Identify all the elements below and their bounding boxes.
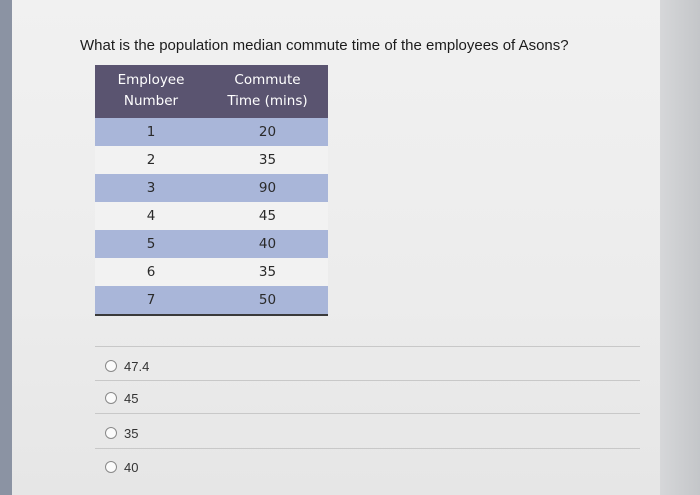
employee-number-cell: 3 [95, 174, 207, 202]
table-header-row [95, 65, 328, 118]
employee-number-cell: 5 [95, 230, 207, 258]
option-label: 47.4 [124, 358, 150, 374]
radio-button[interactable] [105, 427, 117, 439]
radio-button[interactable] [105, 360, 117, 372]
answer-option-1[interactable] [105, 357, 149, 375]
radio-button[interactable] [105, 461, 117, 473]
table-row [95, 286, 328, 315]
answer-option-2[interactable] [105, 389, 138, 407]
employee-number-cell: 2 [95, 146, 207, 174]
left-panel-edge [0, 0, 12, 495]
header-employee-line1: Employee [117, 72, 185, 88]
question-text: What is the population median commute time of the employees of Asons? [80, 37, 569, 54]
option-label: 35 [124, 425, 139, 441]
option-divider [95, 346, 640, 347]
option-divider [95, 413, 640, 414]
header-employee-number [95, 65, 207, 118]
commute-time-cell: 40 [207, 230, 328, 258]
table-row [95, 202, 328, 230]
commute-time-cell: 50 [207, 286, 328, 315]
table-row [95, 230, 328, 258]
commute-time-cell: 45 [207, 202, 328, 230]
answer-option-3[interactable] [105, 424, 138, 442]
option-divider [95, 448, 640, 449]
right-panel-edge [660, 0, 700, 495]
table-row [95, 258, 328, 286]
option-divider [95, 380, 640, 381]
radio-button[interactable] [105, 392, 117, 404]
header-commute-line2: Time (mins) [227, 93, 308, 109]
commute-table [95, 65, 328, 316]
table-row [95, 174, 328, 202]
commute-time-cell: 35 [207, 258, 328, 286]
employee-number-cell: 1 [95, 118, 207, 146]
commute-time-cell: 35 [207, 146, 328, 174]
header-commute-line1: Commute [234, 72, 301, 88]
employee-number-cell: 7 [95, 286, 207, 315]
commute-time-cell: 20 [207, 118, 328, 146]
table-row [95, 118, 328, 146]
option-label: 40 [124, 459, 139, 475]
employee-number-cell: 6 [95, 258, 207, 286]
option-label: 45 [124, 390, 139, 406]
commute-time-cell: 90 [207, 174, 328, 202]
header-commute-time [207, 65, 328, 118]
header-employee-line2: Number [123, 93, 179, 109]
table-row [95, 146, 328, 174]
employee-number-cell: 4 [95, 202, 207, 230]
answer-option-4[interactable] [105, 458, 138, 476]
